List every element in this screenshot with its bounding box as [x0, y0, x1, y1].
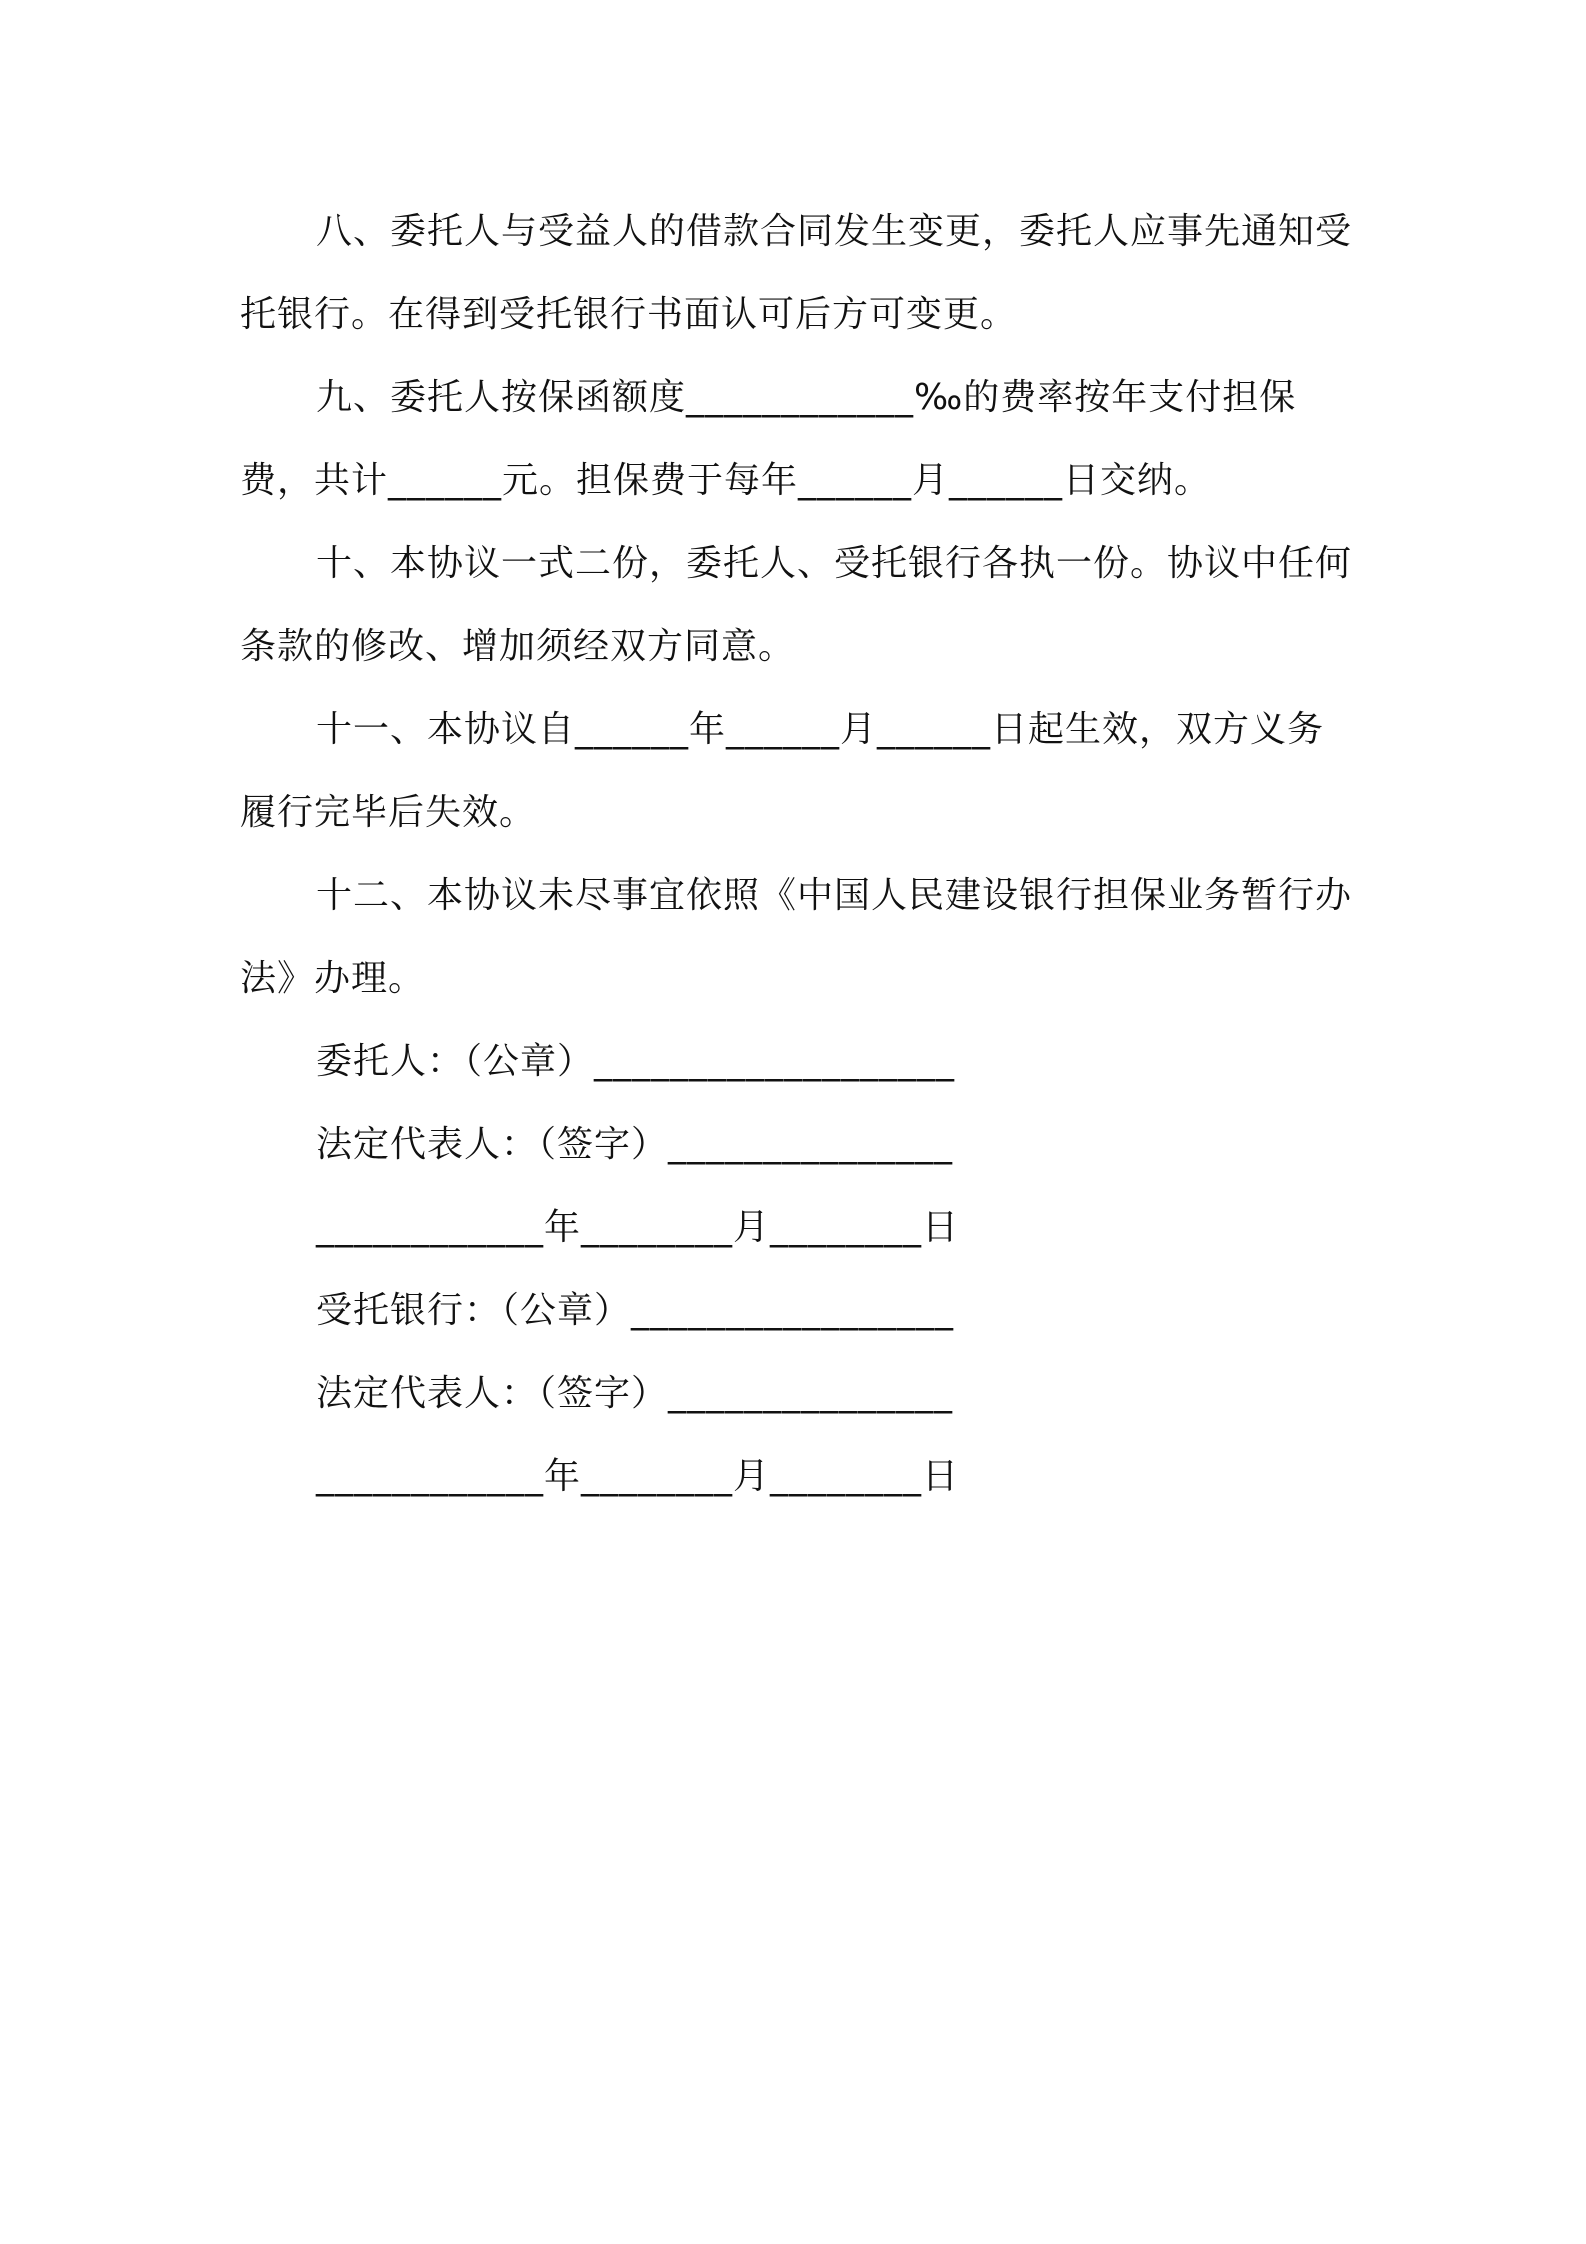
- bank-date-line: ____________年________月________日: [316, 1456, 959, 1497]
- clause-11: 十一、本协议自______年______月______日起生效，双方义务履行完毕后失效。: [240, 709, 1325, 833]
- bank-representative-line: 法定代表人：（签字）_______________: [316, 1373, 954, 1414]
- principal-representative-line: 法定代表人：（签字）_______________: [316, 1124, 954, 1165]
- principal-date-line: ____________年________月________日: [316, 1207, 959, 1248]
- bank-seal-line: 受托银行：（公章）_________________: [316, 1290, 955, 1331]
- clause-10: 十、本协议一式二份，委托人、受托银行各执一份。协议中任何条款的修改、增加须经双方同意。: [240, 543, 1353, 667]
- signature-block: [240, 1020, 1360, 1518]
- principal-seal-line: 委托人：（公章）___________________: [316, 1041, 956, 1082]
- clause-9: 九、委托人按保函额度____________‰的费率按年支付担保费，共计______元。担保费于每年______月______日交纳。: [240, 377, 1297, 501]
- document-body: [240, 190, 1360, 1518]
- clause-8: 八、委托人与受益人的借款合同发生变更，委托人应事先通知受托银行。在得到受托银行书面认可后方可变更。: [240, 211, 1353, 335]
- clause-12: 十二、本协议未尽事宜依照《中国人民建设银行担保业务暂行办法》办理。: [240, 875, 1353, 999]
